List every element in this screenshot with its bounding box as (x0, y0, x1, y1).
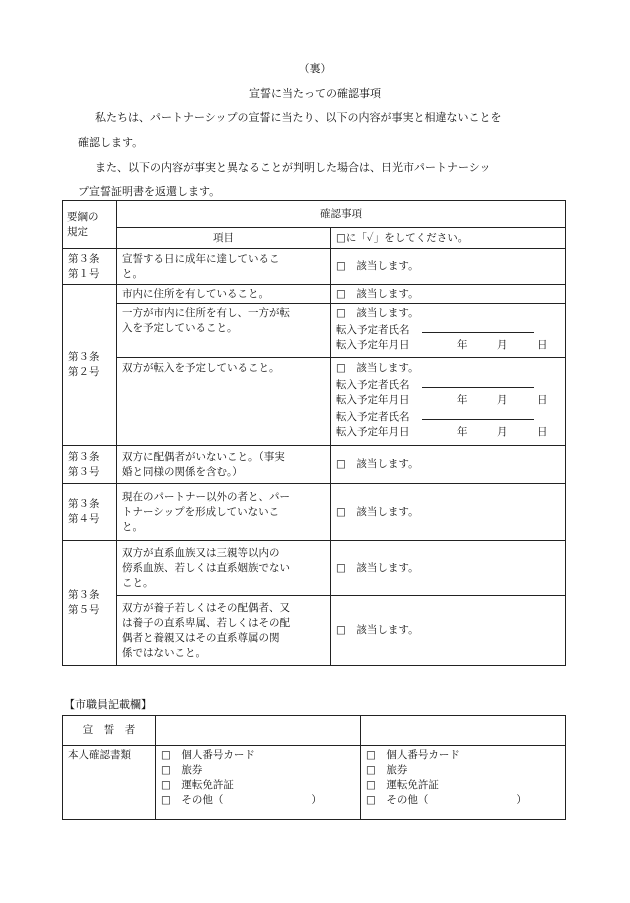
declarant-2-cell[interactable] (361, 716, 566, 746)
id-option-other[interactable]: □ その他（ ） (366, 794, 527, 806)
check-one-transfer[interactable]: □ 該当します。 転入予定者氏名 転入予定年月日 年 月 日 (331, 304, 566, 358)
intro-paragraph-1-line-1: 私たちは、パートナーシップの宣誓に当たり、以下の内容が事実と相違ないことを (95, 111, 502, 124)
item-adult: 宣誓する日に成年に達しているこ と。 (117, 249, 331, 285)
id-option-other[interactable]: □ その他（ ） (161, 794, 322, 806)
regulation-art-1: 第３条 第１号 (63, 249, 117, 285)
page-label: （裏） (298, 62, 332, 75)
staff-section-title: 【市職員記載欄】 (64, 698, 152, 711)
transfer-name-blank[interactable] (422, 408, 534, 420)
page-title: 宣誓に当たっての確認事項 (249, 87, 381, 100)
declarant-label: 宣 誓 者 (63, 716, 156, 746)
confirmation-table (62, 200, 566, 666)
check-resident[interactable]: □ 該当します。 (331, 285, 566, 304)
regulation-header: 要綱の 規定 (63, 201, 117, 249)
id-option-passport[interactable]: □ 旅券 (366, 764, 408, 776)
item-both-transfer: 双方が転入を予定していること。 (117, 358, 331, 446)
id-docs-declarant-1 (156, 746, 361, 820)
check-header: □に「✓」をしてください。 (331, 228, 566, 249)
transfer-name-blank[interactable] (422, 321, 534, 333)
id-option-mynumber[interactable]: □ 個人番号カード (161, 749, 255, 761)
check-no-other-partner[interactable]: □ 該当します。 (331, 484, 566, 541)
intro-paragraph-2-line-1: また、以下の内容が事実と異なることが判明した場合は、日光市パートナーシッ (95, 161, 491, 174)
table-row (63, 484, 566, 541)
check-no-spouse[interactable]: □ 該当します。 (331, 446, 566, 484)
item-no-spouse: 双方に配偶者がいないこと。（事実 婚と同様の関係を含む。） (117, 446, 331, 484)
table-row (63, 541, 566, 596)
regulation-art-3: 第３条 第３号 (63, 446, 117, 484)
table-row (63, 596, 566, 666)
regulation-art-4: 第３条 第４号 (63, 484, 117, 541)
confirm-header: 確認事項 (117, 201, 566, 228)
check-both-transfer[interactable]: □ 該当します。 転入予定者氏名 転入予定年月日 年 月 日 転入予定者氏名 転入予定年月日 年 月 日 (331, 358, 566, 446)
table-row (63, 249, 566, 285)
regulation-art-2: 第３条 第２号 (63, 285, 117, 446)
item-not-relatives: 双方が直系血族又は三親等以内の 傍系血族、若しくは直系姻族でない こと。 (117, 541, 331, 596)
id-option-mynumber[interactable]: □ 個人番号カード (366, 749, 460, 761)
intro-paragraph-1-line-2: 確認します。 (78, 136, 144, 149)
staff-table (62, 715, 566, 820)
intro-paragraph-2-line-2: プ宣誓証明書を返還します。 (78, 185, 221, 198)
id-option-license[interactable]: □ 運転免許証 (161, 779, 234, 791)
id-option-license[interactable]: □ 運転免許証 (366, 779, 439, 791)
item-one-transfer: 一方が市内に住所を有し、一方が転 入を予定していること。 (117, 304, 331, 358)
table-row (63, 304, 566, 358)
transfer-name-blank[interactable] (422, 376, 534, 388)
table-row (63, 285, 566, 304)
id-option-passport[interactable]: □ 旅券 (161, 764, 203, 776)
declarant-1-cell[interactable] (156, 716, 361, 746)
id-docs-label: 本人確認書類 (63, 746, 156, 820)
check-adult[interactable]: □ 該当します。 (331, 249, 566, 285)
item-no-other-partner: 現在のパートナー以外の者と、パー トナーシップを形成していないこ と。 (117, 484, 331, 541)
item-header: 項目 (117, 228, 331, 249)
item-resident: 市内に住所を有していること。 (117, 285, 331, 304)
table-row (63, 358, 566, 446)
check-not-adoptive[interactable]: □ 該当します。 (331, 596, 566, 666)
regulation-art-5: 第３条 第５号 (63, 541, 117, 666)
id-docs-declarant-2 (361, 746, 566, 820)
table-row (63, 446, 566, 484)
item-not-adoptive: 双方が養子若しくはその配偶者、又 は養子の直系卑属、若しくはその配 偶者と養親又はその直系尊属の関 係ではないこと。 (117, 596, 331, 666)
check-not-relatives[interactable]: □ 該当します。 (331, 541, 566, 596)
